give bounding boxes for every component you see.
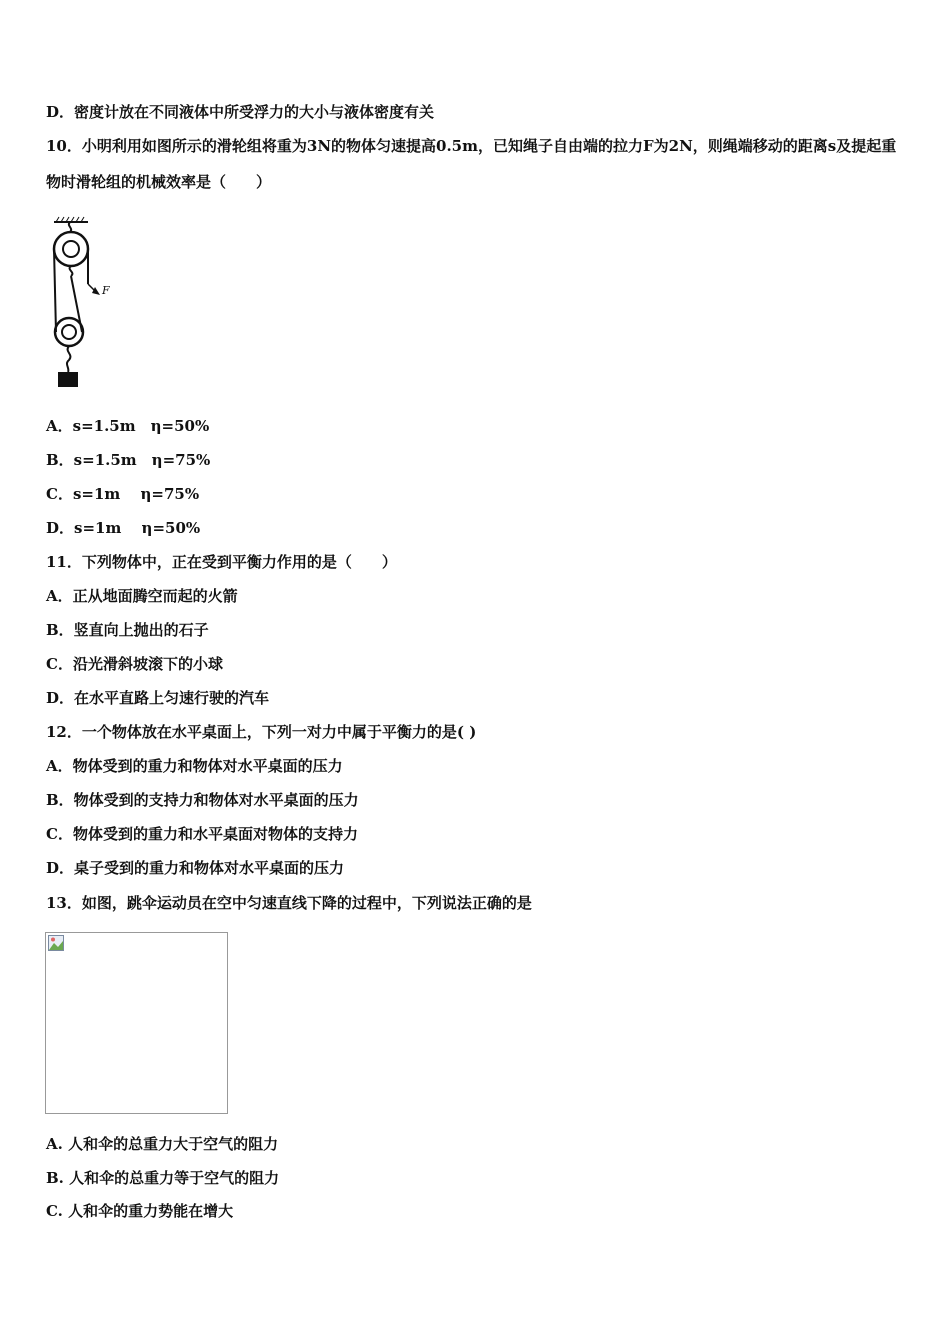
broken-image-icon xyxy=(48,935,64,951)
q13-stem: 13．如图，跳伞运动员在空中匀速直线下降的过程中，下列说法正确的是 xyxy=(46,894,532,912)
force-label: F xyxy=(102,284,110,297)
q12-option-a: A．物体受到的重力和物体对水平桌面的压力 xyxy=(46,757,343,775)
q10-stem: 10．小明利用如图所示的滑轮组将重为3N的物体匀速提高0.5m，已知绳子自由端的拉力F为2N，则绳端移动的距离s及提起重物时滑轮组的机械效率是（ ） xyxy=(46,137,897,191)
q12-stem: 12．一个物体放在水平桌面上，下列一对力中属于平衡力的是( ) xyxy=(46,723,477,741)
broken-image-placeholder xyxy=(45,932,228,1114)
q11-option-d: D．在水平直路上匀速行驶的汽车 xyxy=(46,689,270,707)
q12-option-c: C．物体受到的重力和水平桌面对物体的支持力 xyxy=(46,825,358,843)
q11-option-c: C．沿光滑斜坡滚下的小球 xyxy=(46,655,223,673)
q11-stem: 11．下列物体中，正在受到平衡力作用的是（ ） xyxy=(46,553,397,571)
q13-option-b: B. 人和伞的总重力等于空气的阻力 xyxy=(46,1169,280,1187)
q12-option-d: D．桌子受到的重力和物体对水平桌面的压力 xyxy=(46,859,345,877)
q11-option-a: A．正从地面腾空而起的火箭 xyxy=(46,587,238,605)
q9-option-d: D．密度计放在不同液体中所受浮力的大小与液体密度有关 xyxy=(46,103,435,121)
q10-option-c: C．s=1m η=75% xyxy=(46,485,200,503)
q10-option-d: D．s=1m η=50% xyxy=(46,519,201,537)
q11-option-b: B．竖直向上抛出的石子 xyxy=(46,621,209,639)
q13-option-c: C. 人和伞的重力势能在增大 xyxy=(46,1202,234,1220)
pulley-diagram xyxy=(48,214,128,390)
q10-option-b: B．s=1.5m η=75% xyxy=(46,451,211,469)
q13-option-a: A. 人和伞的总重力大于空气的阻力 xyxy=(46,1135,279,1153)
q10-option-a: A．s=1.5m η=50% xyxy=(46,417,210,435)
q12-option-b: B．物体受到的支持力和物体对水平桌面的压力 xyxy=(46,791,359,809)
